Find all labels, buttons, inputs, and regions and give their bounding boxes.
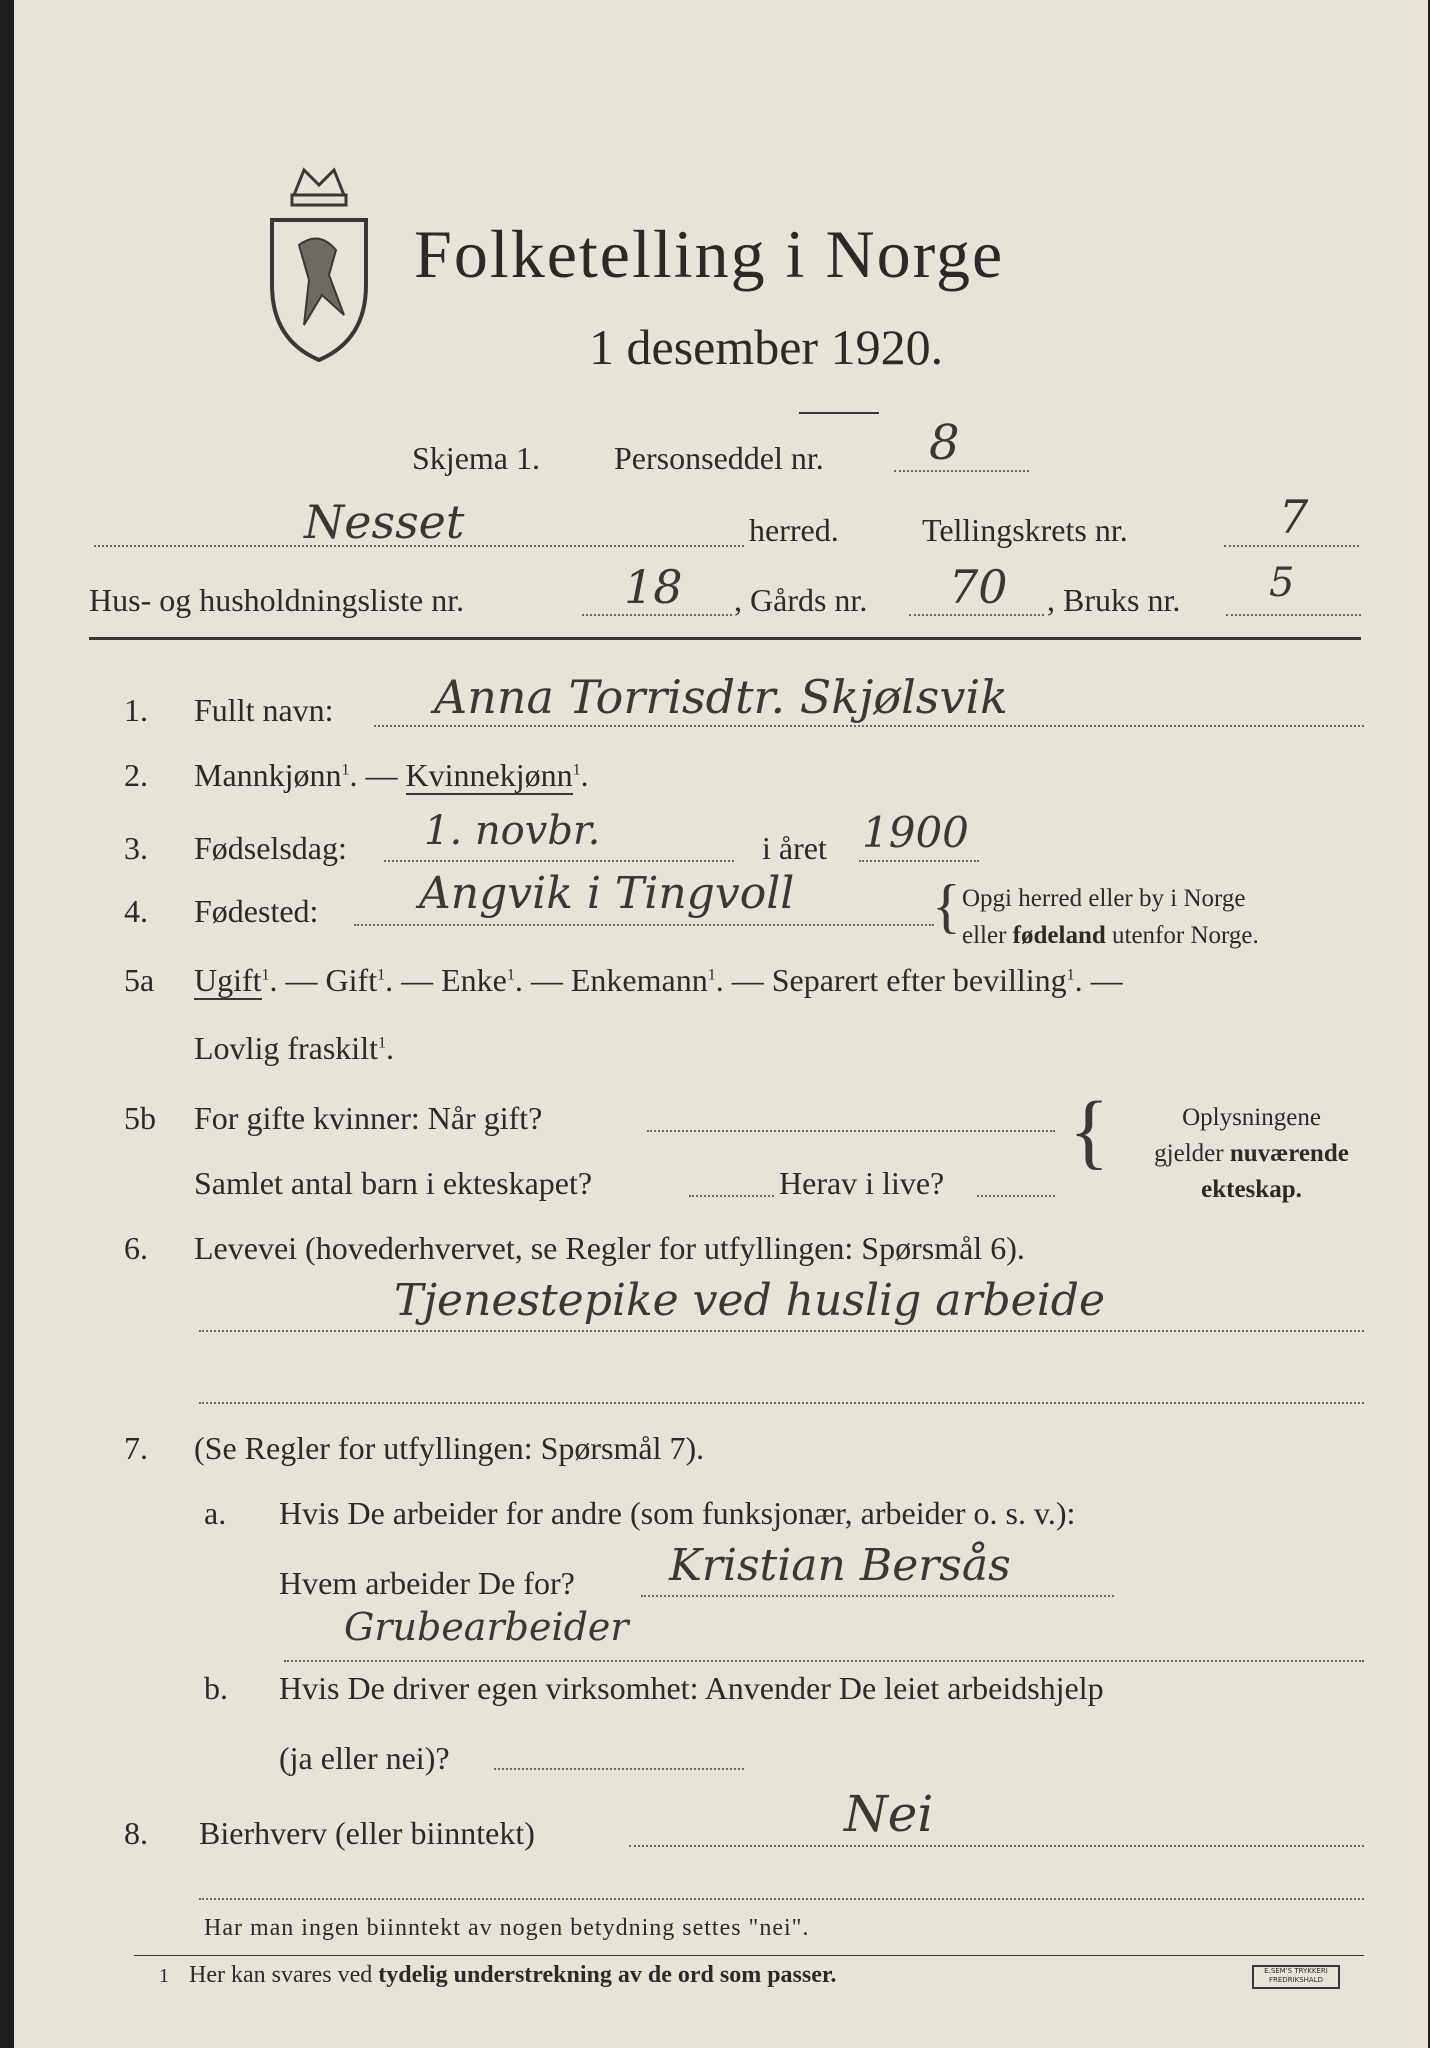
q3-year-value: 1900 [862, 808, 969, 857]
q7-label: (Se Regler for utfyllingen: Spørsmål 7). [194, 1430, 705, 1466]
norway-coat-of-arms-icon [264, 165, 374, 365]
q1-line [374, 725, 1364, 727]
q3-label: Fødselsdag: [194, 830, 347, 866]
q5b-label1: For gifte kvinner: Når gift? [194, 1100, 543, 1136]
husholdningsliste-label: Hus- og husholdningsliste nr. [89, 582, 465, 618]
q2-option-male: Mannkjønn [194, 757, 342, 793]
q7b-letter: b. [204, 1670, 228, 1706]
q8-line1 [629, 1845, 1364, 1847]
q4-value: Angvik i Tingvoll [419, 868, 795, 919]
q8-value: Nei [844, 1785, 934, 1843]
q3-day-line [384, 860, 734, 862]
gards-line [909, 614, 1044, 616]
q8-label: Bierhverv (eller biinntekt) [199, 1815, 535, 1851]
personseddel-value: 8 [929, 415, 960, 471]
q4-note: Opgi herred eller by i Norge eller fødeland utenfor Norge. [962, 885, 1259, 949]
bruks-value: 5 [1269, 560, 1295, 606]
q4-brace: { [932, 873, 961, 939]
footnote-text: Her kan svares ved tydelig understrekning av de ord som passer. [189, 1962, 837, 1988]
q7a-line1 [641, 1595, 1114, 1597]
q5b-label3: Herav i live? [779, 1165, 945, 1201]
q8-number: 8. [124, 1815, 148, 1851]
q7a-line2 [284, 1660, 1364, 1662]
q5b-alive-line [977, 1195, 1055, 1197]
q2-options: Mannkjønn$^1$. — Kvinnekjønn$^1$. [194, 757, 589, 793]
q2-number: 2. [124, 757, 148, 793]
bruks-label: , Bruks nr. [1047, 582, 1181, 618]
q8-line2 [199, 1898, 1364, 1900]
q1-number: 1. [124, 692, 148, 728]
q6-label: Levevei (hovederhvervet, se Regler for utfyllingen: Spørsmål 6). [194, 1230, 1025, 1266]
husholdningsliste-value: 18 [624, 560, 683, 614]
herred-value: Nesset [304, 495, 465, 549]
q7b-question: (ja eller nei)? [279, 1740, 450, 1776]
q4-number: 4. [124, 893, 148, 929]
bottom-note: Har man ingen biinntekt av nogen betydning settes "nei". [204, 1915, 810, 1941]
tellingskrets-label: Tellingskrets nr. [922, 512, 1128, 548]
q5a-option-fraskilt: Lovlig fraskilt$^1$. [194, 1030, 394, 1066]
q2-option-female-selected: Kvinnekjønn [405, 757, 573, 793]
title-divider [799, 412, 879, 414]
q7-number: 7. [124, 1430, 148, 1466]
q4-line [354, 924, 934, 926]
tellingskrets-value: 7 [1279, 490, 1309, 544]
census-form-page [14, 0, 1428, 2048]
q5a-option-ugift-selected: Ugift [194, 962, 262, 998]
q5b-brace: { [1069, 1085, 1110, 1178]
q6-line2 [199, 1402, 1364, 1404]
q3-number: 3. [124, 830, 148, 866]
q3-year-line [859, 860, 979, 862]
q6-value: Tjenestepike ved huslig arbeide [394, 1275, 1105, 1326]
q5b-married-line [647, 1130, 1055, 1132]
q6-line1 [199, 1330, 1364, 1332]
q7b-line [494, 1768, 744, 1770]
q7a-text: Hvis De arbeider for andre (som funksjonær, arbeider o. s. v.): [279, 1495, 1076, 1531]
footnote-mark: 1 [159, 1965, 169, 1987]
q7a-question: Hvem arbeider De for? [279, 1565, 575, 1601]
form-date: 1 desember 1920. [589, 319, 944, 375]
q3-day-value: 1. novbr. [424, 808, 601, 854]
personseddel-line [894, 470, 1029, 472]
q5a-number: 5a [124, 962, 155, 998]
q4-label: Fødested: [194, 893, 319, 929]
gards-value: 70 [949, 560, 1008, 614]
q5b-label2: Samlet antal barn i ekteskapet? [194, 1165, 593, 1201]
footnote-divider [134, 1955, 1364, 1956]
husholdningsliste-line [582, 614, 732, 616]
q7a-value2: Grubearbeider [344, 1605, 629, 1649]
schema-label: Skjema 1. [412, 440, 540, 476]
personseddel-label: Personseddel nr. [614, 440, 824, 476]
bruks-line [1226, 614, 1361, 616]
q5b-children-line [689, 1195, 774, 1197]
header-divider [89, 637, 1361, 640]
q7a-value: Kristian Bersås [669, 1540, 1011, 1591]
gards-label: , Gårds nr. [734, 582, 868, 618]
q6-number: 6. [124, 1230, 148, 1266]
q5b-number: 5b [124, 1100, 156, 1136]
herred-label: herred. [749, 512, 839, 548]
q1-label: Fullt navn: [194, 692, 334, 728]
form-title: Folketelling i Norge [414, 216, 1005, 292]
q7a-letter: a. [204, 1495, 227, 1531]
q1-value: Anna Torrisdtr. Skjølsvik [434, 670, 1008, 724]
tellingskrets-line [1224, 545, 1359, 547]
q7b-text: Hvis De driver egen virksomhet: Anvender De leiet arbeidshjelp [279, 1670, 1104, 1706]
q5b-note: Oplysningene gjelder nuværende ekteskap. [1154, 1104, 1349, 1203]
q5a-options: Ugift$^1$. — Gift$^1$. — Enke$^1$. — Enkemann$^1$. — Separert efter bevilling$^1$. — [194, 962, 1123, 998]
q3-year-label: i året [762, 830, 827, 866]
printer-stamp: E.SEM'S TRYKKERI FREDRIKSHALD [1252, 1965, 1340, 1989]
